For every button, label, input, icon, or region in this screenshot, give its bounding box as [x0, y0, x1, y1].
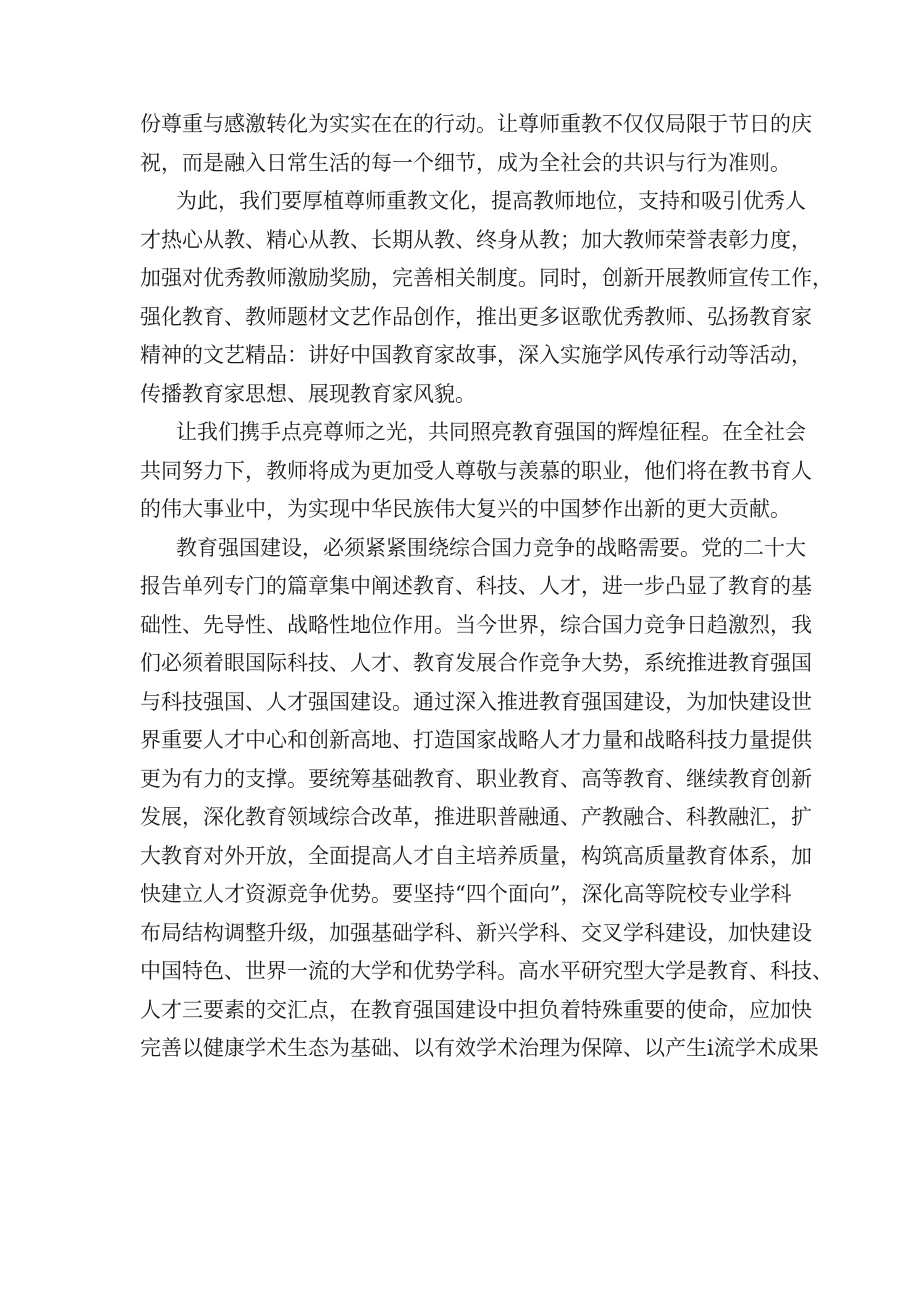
paragraph-first-line: 教育强国建设，必须紧紧围绕综合国力竞争的战略需要。党的二十大 — [176, 535, 806, 560]
text-line: 们必须着眼国际科技、人才、教育发展合作竞争大势，系统推进教育强国 — [140, 651, 812, 675]
text-line: 础性、先导性、战略性地位作用。当今世界，综合国力竞争日趋激烈，我 — [140, 612, 812, 637]
paragraph-first-line: 让我们携手点亮尊师之光，共同照亮教育强国的辉煌征程。在全社会 — [176, 420, 806, 444]
text-line: 完善以健康学术生态为基础、以有效学术治理为保障、以产生i流学术成果 — [140, 1036, 819, 1060]
text-line: 更为有力的支撑。要统筹基础教育、职业教育、高等教育、继续教育创新 — [140, 766, 812, 791]
text-line: 传播教育家思想、展现教育家风貌。 — [140, 381, 476, 406]
text-line: 才热心从教、精心从教、长期从教、终身从教；加大教师荣誉表彰力度， — [140, 227, 812, 252]
text-line: 中国特色、世界一流的大学和优势学科。高水平研究型大学是教育、科技、 — [140, 959, 833, 983]
text-line: 精神的文艺精品：讲好中国教育家故事，深入实施学风传承行动等活动， — [140, 343, 812, 367]
text-line: 界重要人才中心和创新高地、打造国家战略人才力量和战略科技力量提供 — [140, 728, 812, 752]
text-line: 发展，深化教育领域综合改革，推进职普融通、产教融合、科教融汇，扩 — [140, 805, 812, 829]
text-line: 人才三要素的交汇点，在教育强国建设中担负着特殊重要的使命，应加快 — [140, 997, 812, 1022]
text-line: 大教育对外开放，全面提高人才自主培养质量，构筑高质量教育体系，加 — [140, 843, 812, 868]
document-body-text — [140, 105, 833, 1068]
text-line: 加强对优秀教师激励奖励，完善相关制度。同时，创新开展教师宣传工作， — [140, 266, 833, 290]
text-line: 布局结构调整升级，加强基础学科、新兴学科、交叉学科建设，加快建设 — [140, 920, 812, 945]
text-line: 份尊重与感激转化为实实在在的行动。让尊师重教不仅仅局限于节日的庆 — [140, 112, 812, 136]
text-line: 的伟大事业中，为实现中华民族伟大复兴的中国梦作出新的更大贡献。 — [140, 497, 791, 521]
text-line: 与科技强国、人才强国建设。通过深入推进教育强国建设，为加快建设世 — [140, 689, 812, 714]
text-line: 报告单列专门的篇章集中阐述教育、科技、人才，进一步凸显了教育的基 — [140, 574, 812, 598]
paragraph-first-line: 为此，我们要厚植尊师重教文化，提高教师地位，支持和吸引优秀人 — [176, 189, 806, 213]
text-line: 强化教育、教师题材文艺作品创作，推出更多讴歌优秀教师、弘扬教育家 — [140, 304, 812, 329]
text-line: 共同努力下，教师将成为更加受人尊敬与羡慕的职业，他们将在教书育人 — [140, 458, 812, 483]
text-line: 祝，而是融入日常生活的每一个细节，成为全社会的共识与行为准则。 — [140, 150, 791, 175]
text-line: 快建立人才资源竞争优势。要坚持“四个面向”，深化高等院校专业学科 — [140, 882, 792, 906]
